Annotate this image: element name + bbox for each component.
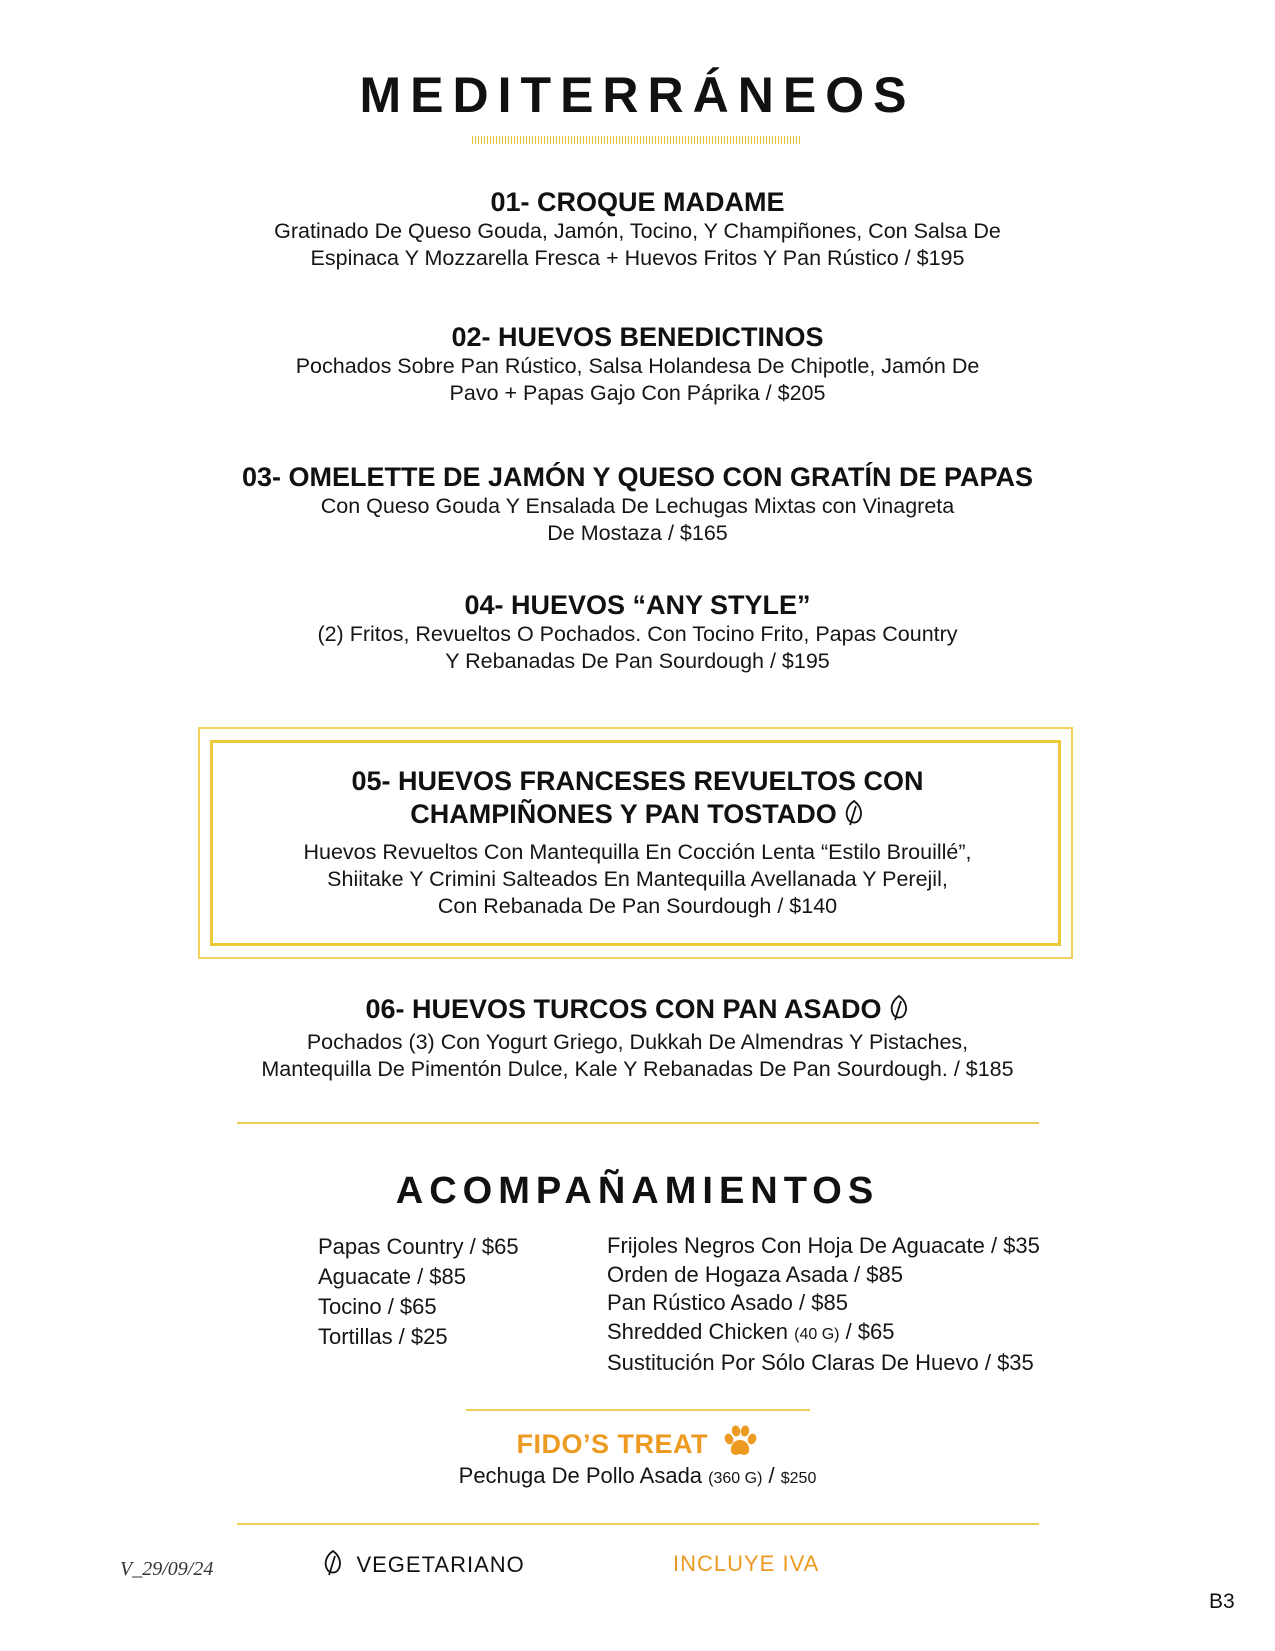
sides-title: ACOMPAÑAMIENTOS: [395, 1170, 880, 1212]
menu-item-04: [0, 589, 1275, 675]
menu-item-desc-line: Pochados (3) Con Yogurt Griego, Dukkah De Almendras Y Pistaches,: [306, 1030, 969, 1054]
menu-item-desc-line: Pavo + Papas Gajo Con Páprika / $205: [449, 381, 826, 405]
menu-item-title-line: 05- HUEVOS FRANCESES REVUELTOS CON: [351, 766, 924, 796]
fido-header: [0, 1425, 1275, 1464]
sides-list-right: [607, 1232, 1040, 1378]
list-item: Pan Rústico Asado / $85: [607, 1290, 848, 1315]
fido-desc-sep: /: [762, 1463, 781, 1488]
footer-divider: [237, 1523, 1039, 1525]
tax-note: INCLUYE IVA: [673, 1551, 820, 1576]
list-item: Aguacate / $85: [318, 1264, 467, 1289]
menu-item-desc-line: Mantequilla De Pimentón Dulce, Kale Y Rebanadas De Pan Sourdough. / $185: [261, 1057, 1014, 1081]
menu-item-title: 06- HUEVOS TURCOS CON PAN ASADO: [365, 994, 882, 1024]
menu-item-title-with-icon: [0, 993, 1275, 1029]
menu-item-desc-line: Espinaca Y Mozzarella Fresca + Huevos Fritos Y Pan Rústico / $195: [310, 246, 965, 270]
leaf-icon: [843, 799, 865, 834]
fido-divider: [466, 1409, 810, 1411]
list-item: Orden de Hogaza Asada / $85: [607, 1261, 903, 1287]
version-stamp: V_29/09/24: [120, 1558, 214, 1580]
list-item: Sustitución Por Sólo Claras De Huevo / $35: [607, 1350, 1034, 1375]
menu-item-02: [0, 321, 1275, 407]
legend-label: VEGETARIANO: [356, 1552, 525, 1577]
menu-item-01: [0, 186, 1275, 272]
legend-leaf: [322, 1548, 525, 1583]
menu-item-title: 03- OMELETTE DE JAMÓN Y QUESO CON GRATÍN DE PAPAS: [241, 462, 1034, 492]
menu-item-title: 01- CROQUE MADAME: [490, 187, 785, 217]
fido-desc: [0, 1463, 1275, 1489]
menu-item-desc-line: Con Queso Gouda Y Ensalada De Lechugas Mixtas con Vinagreta: [320, 494, 955, 518]
list-item: Papas Country / $65: [318, 1234, 519, 1259]
menu-item-title: 02- HUEVOS BENEDICTINOS: [451, 322, 824, 352]
side-price: / $65: [839, 1318, 895, 1344]
leaf-icon: [322, 1548, 344, 1583]
menu-item-title: 04- HUEVOS “ANY STYLE”: [464, 590, 811, 620]
menu-item-desc-line: De Mostaza / $165: [547, 521, 728, 545]
fido-desc-text: Pechuga De Pollo Asada: [458, 1463, 709, 1488]
menu-item-desc-line: Con Rebanada De Pan Sourdough / $140: [437, 894, 838, 918]
menu-item-title-line-with-icon: [0, 798, 1275, 834]
side-name: Shredded Chicken: [607, 1318, 795, 1344]
portion-note: (40 G): [794, 1325, 840, 1343]
menu-item-desc-line: Gratinado De Queso Gouda, Jamón, Tocino, Y Champiñones, Con Salsa De: [274, 219, 1001, 243]
menu-item-06: [0, 993, 1275, 1083]
title-dotted-divider: [472, 136, 802, 144]
sides-list-left: [318, 1232, 519, 1352]
menu-item-desc-line: (2) Fritos, Revueltos O Pochados. Con Tocino Frito, Papas Country: [317, 622, 958, 646]
menu-item-desc-line: Huevos Revueltos Con Mantequilla En Cocción Lenta “Estilo Brouillé”,: [303, 840, 972, 864]
page-title: MEDITERRÁNEOS: [359, 67, 916, 123]
list-item: Tortillas / $25: [318, 1324, 448, 1349]
page-code: B3: [1209, 1590, 1235, 1613]
leaf-icon: [888, 994, 910, 1029]
menu-item-title-line: CHAMPIÑONES Y PAN TOSTADO: [410, 799, 837, 829]
portion-note: (360 G): [708, 1470, 763, 1487]
paw-icon: [722, 1425, 758, 1464]
list-item: [607, 1318, 1040, 1350]
section-divider: [237, 1122, 1039, 1124]
list-item: Tocino / $65: [318, 1294, 437, 1319]
menu-item-desc-line: Pochados Sobre Pan Rústico, Salsa Holandesa De Chipotle, Jamón De: [295, 354, 980, 378]
fido-price: $250: [780, 1470, 817, 1487]
fido-title: FIDO’S TREAT: [516, 1429, 709, 1459]
menu-item-desc-line: Shiitake Y Crimini Salteados En Mantequilla Avellanada Y Perejil,: [327, 867, 948, 891]
menu-item-05: [0, 765, 1275, 920]
list-item: Frijoles Negros Con Hoja De Aguacate / $35: [607, 1233, 1040, 1258]
menu-item-desc-line: Y Rebanadas De Pan Sourdough / $195: [445, 649, 830, 673]
menu-item-03: [0, 461, 1275, 547]
